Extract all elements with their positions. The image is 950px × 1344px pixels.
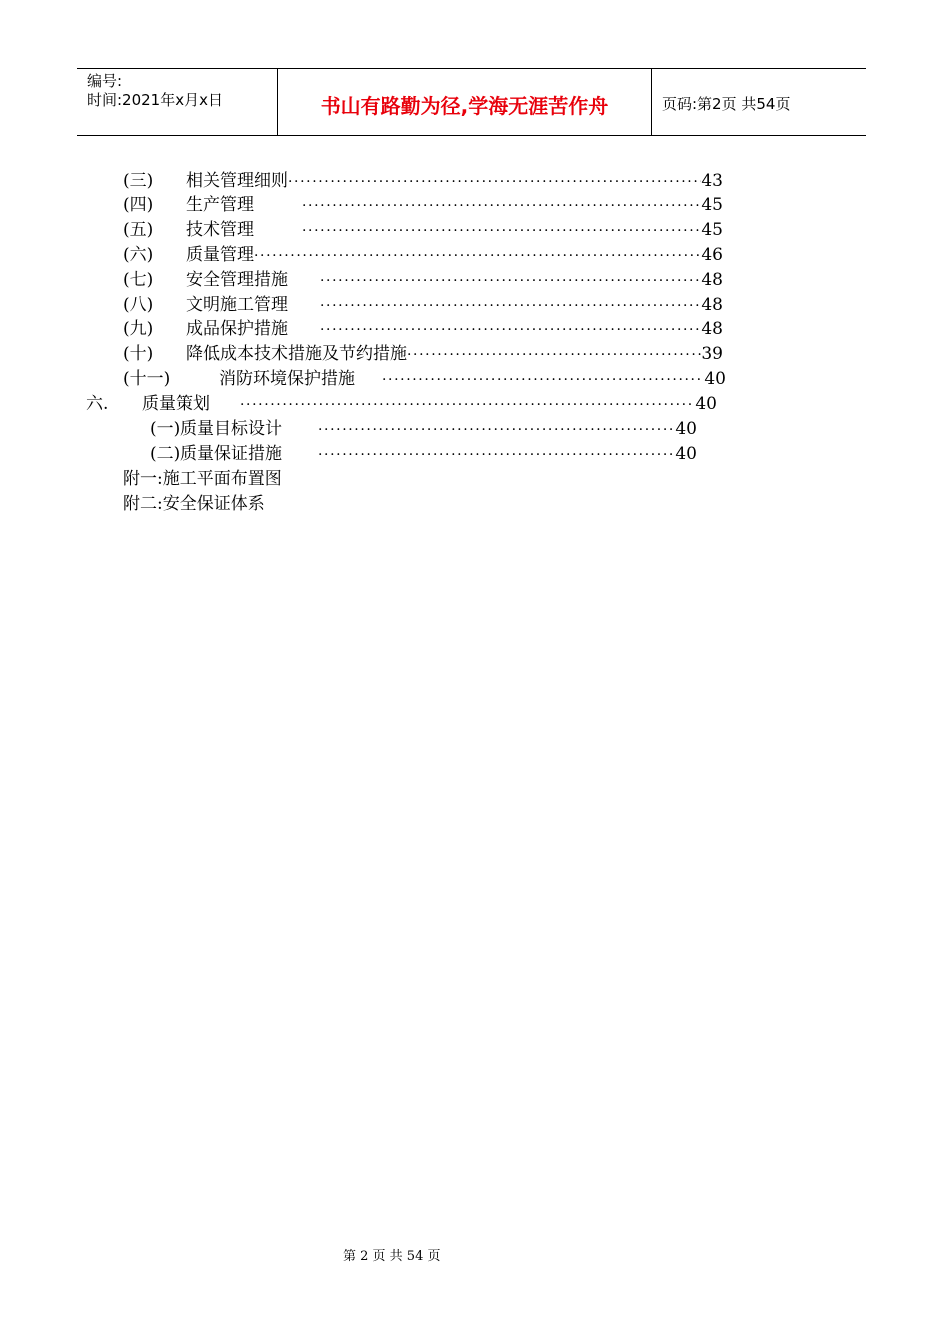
- toc-entry-number: (九): [123, 319, 154, 339]
- toc-entry-page: 40: [675, 419, 697, 439]
- toc-entry-page: 48: [701, 319, 723, 339]
- toc-entry-number: (八): [123, 295, 154, 315]
- page-footer: 第 2 页 共 54 页: [343, 1249, 441, 1264]
- toc-entry[interactable]: [150, 443, 697, 465]
- toc-entry-page: 40: [675, 444, 697, 464]
- toc-leader-dots: [240, 394, 695, 416]
- toc-entry[interactable]: [150, 418, 697, 440]
- header-page-label: 页码:第2页 共54页: [662, 94, 791, 113]
- toc-entry[interactable]: [123, 269, 723, 291]
- toc-entry-number: (十): [123, 344, 154, 364]
- appendix-item[interactable]: 附二:安全保证体系: [123, 494, 265, 514]
- toc-entry-page: 45: [701, 220, 723, 240]
- toc-entry-page: 39: [701, 344, 723, 364]
- toc-leader-dots: [302, 195, 701, 217]
- toc-entry[interactable]: [123, 244, 723, 266]
- toc-leader-dots: [320, 319, 701, 341]
- toc-entry-page: 40: [704, 369, 726, 389]
- toc-entry-number: (五): [123, 220, 154, 240]
- toc-entry-number: (一): [150, 419, 181, 439]
- toc-entry-title: 技术管理: [186, 220, 254, 240]
- toc-entry-page: 48: [701, 295, 723, 315]
- toc-leader-dots: [302, 220, 701, 242]
- toc-entry[interactable]: [123, 219, 723, 241]
- toc-entry-title: 质量保证措施: [180, 444, 282, 464]
- toc-entry-page: 46: [701, 245, 723, 265]
- table-of-contents: [0, 0, 950, 600]
- toc-entry-title: 消防环境保护措施: [219, 369, 355, 389]
- toc-entry-number: (七): [123, 270, 154, 290]
- toc-leader-dots: [288, 171, 701, 193]
- toc-entry[interactable]: [123, 170, 723, 192]
- toc-entry-title: 质量策划: [142, 394, 210, 414]
- toc-leader-dots: [318, 419, 675, 441]
- toc-entry[interactable]: [86, 393, 717, 415]
- toc-entry-number: (二): [150, 444, 181, 464]
- serial-label: 编号:: [87, 72, 123, 90]
- header-motto: 书山有路勤为径,学海无涯苦作舟: [278, 69, 652, 135]
- toc-entry-number: (十一): [123, 369, 171, 389]
- toc-entry-title: 生产管理: [186, 195, 254, 215]
- toc-leader-dots: [254, 245, 701, 267]
- toc-leader-dots: [318, 444, 675, 466]
- toc-entry-title: 相关管理细则: [186, 171, 288, 191]
- toc-entry-title: 文明施工管理: [186, 295, 288, 315]
- toc-entry-title: 质量管理: [186, 245, 254, 265]
- appendix-item[interactable]: 附一:施工平面布置图: [123, 469, 282, 489]
- toc-entry[interactable]: [123, 194, 723, 216]
- toc-leader-dots: [382, 369, 704, 391]
- toc-entry[interactable]: [123, 318, 723, 340]
- toc-entry[interactable]: [123, 294, 723, 316]
- toc-entry-number: (三): [123, 171, 154, 191]
- toc-leader-dots: [320, 270, 701, 292]
- toc-entry-page: 43: [701, 171, 723, 191]
- toc-entry-title: 成品保护措施: [186, 319, 288, 339]
- toc-entry-number: (四): [123, 195, 154, 215]
- toc-entry[interactable]: [123, 368, 726, 390]
- toc-leader-dots: [407, 344, 701, 366]
- toc-entry-page: 45: [701, 195, 723, 215]
- toc-entry-number: 六.: [86, 394, 109, 414]
- time-label: 时间:2021年x月x日: [87, 91, 223, 109]
- toc-entry-title: 安全管理措施: [186, 270, 288, 290]
- toc-leader-dots: [320, 295, 701, 317]
- toc-entry-title: 质量目标设计: [180, 419, 282, 439]
- toc-entry-page: 40: [695, 394, 717, 414]
- toc-entry-page: 48: [701, 270, 723, 290]
- toc-entry-number: (六): [123, 245, 154, 265]
- toc-entry[interactable]: [123, 343, 723, 365]
- toc-entry-title: 降低成本技术措施及节约措施: [186, 344, 407, 364]
